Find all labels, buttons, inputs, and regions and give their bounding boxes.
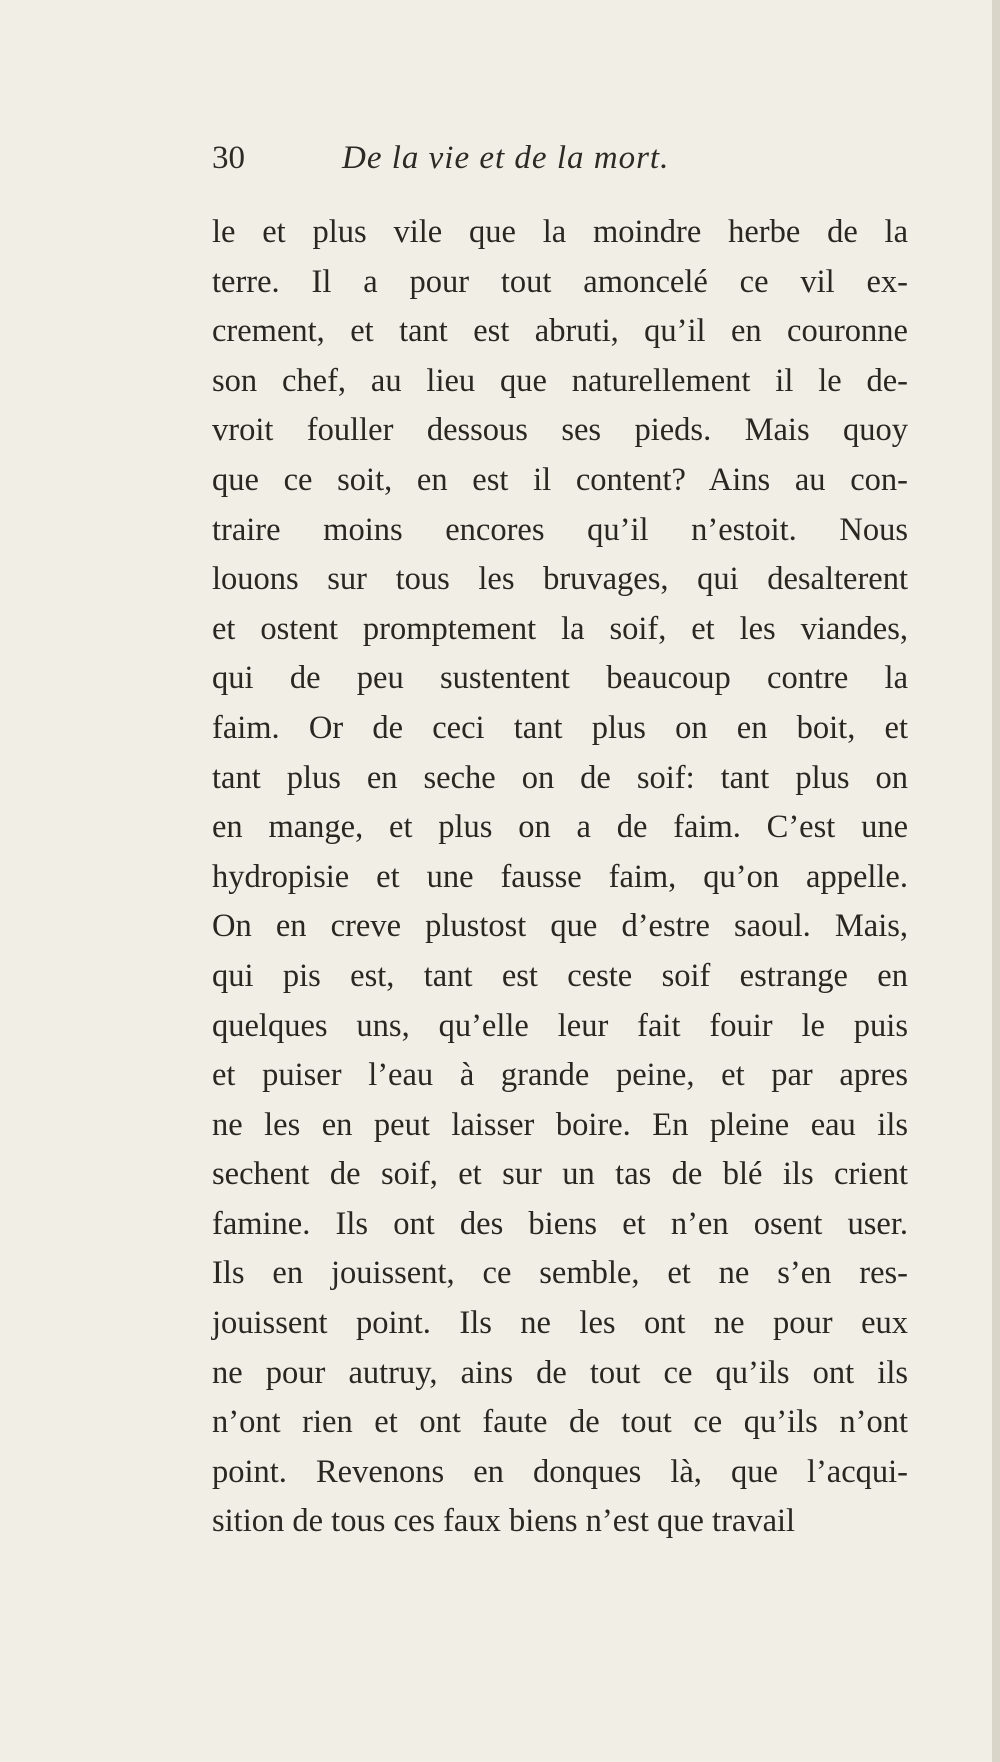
text-line: son chef, au lieu que naturellement il le de-: [212, 362, 908, 399]
text-line: sechent de soif, et sur un tas de blé ils crient: [212, 1156, 908, 1193]
running-title: De la vie et de la mort.: [342, 140, 670, 176]
text-line: ne les en peut laisser boire. En pleine eau ils: [212, 1106, 908, 1143]
text-line: jouissent point. Ils ne les ont ne pour eux: [212, 1305, 908, 1342]
page-number: 30: [212, 140, 245, 176]
text-line: le et plus vile que la moindre herbe de la: [212, 214, 908, 250]
text-line: vroit fouller dessous ses pieds. Mais quoy: [212, 412, 908, 449]
text-line: faim. Or de ceci tant plus on en boit, et: [212, 709, 908, 746]
text-line: Ils en jouissent, ce semble, et ne s’en res-: [212, 1255, 908, 1292]
text-line: n’ont rien et ont faute de tout ce qu’ils n’ont: [212, 1404, 908, 1441]
running-head: [212, 140, 669, 190]
body-text: [212, 208, 908, 1547]
text-line: sition de tous ces faux biens n’est que travail: [212, 1503, 796, 1540]
text-line: terre. Il a pour tout amoncelé ce vil ex-: [212, 263, 908, 300]
text-line: On en creve plustost que d’estre saoul. Mais,: [212, 908, 908, 945]
text-line: famine. Ils ont des biens et n’en osent user.: [212, 1205, 908, 1242]
text-line: ne pour autruy, ains de tout ce qu’ils ont ils: [212, 1354, 908, 1391]
text-line: qui pis est, tant est ceste soif estrange en: [212, 957, 908, 994]
text-line: traire moins encores qu’il n’estoit. Nous: [212, 511, 908, 548]
page-edge: [992, 0, 1000, 1762]
text-line: louons sur tous les bruvages, qui desalterent: [212, 561, 908, 598]
text-line: crement, et tant est abruti, qu’il en couronne: [212, 313, 908, 350]
text-line: tant plus en seche on de soif: tant plus on: [212, 759, 908, 796]
text-line: hydropisie et une fausse faim, qu’on appelle.: [212, 858, 908, 895]
text-line: quelques uns, qu’elle leur fait fouir le puis: [212, 1007, 908, 1044]
text-line: qui de peu sustentent beaucoup contre la: [212, 660, 908, 697]
text-line: en mange, et plus on a de faim. C’est une: [212, 809, 908, 846]
text-line: que ce soit, en est il content? Ains au con-: [212, 461, 908, 498]
text-line: point. Revenons en donques là, que l’acqui-: [212, 1453, 908, 1490]
text-line: et puiser l’eau à grande peine, et par apres: [212, 1057, 908, 1094]
text-line: et ostent promptement la soif, et les viandes,: [212, 610, 908, 647]
